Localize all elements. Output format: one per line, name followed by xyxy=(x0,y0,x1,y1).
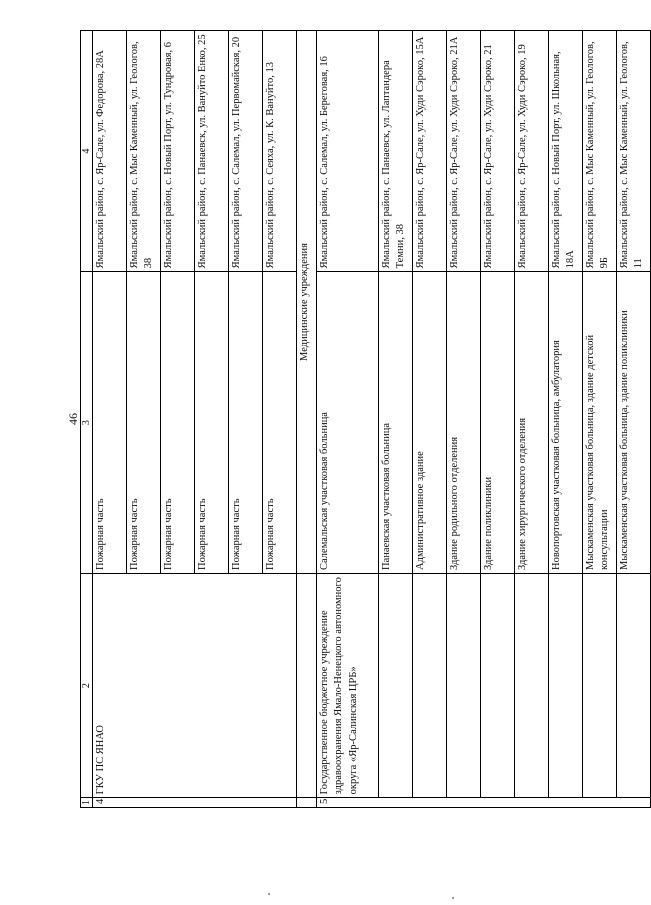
object-name: Пожарная часть xyxy=(229,272,263,574)
object-name: Здание поликлиники xyxy=(481,272,515,574)
object-name: Пожарная часть xyxy=(127,272,161,574)
object-address: Ямальский район, с. Панаевск, ул. Вануйто Енко, 25 xyxy=(195,31,229,272)
object-name: Мыскаменская участковая больница, здание поликлиники xyxy=(617,272,651,574)
section-row xyxy=(297,31,317,808)
table-row xyxy=(515,31,549,808)
column-number-1: 1 xyxy=(81,798,93,808)
object-name: Административное здание xyxy=(413,272,447,574)
object-name: Пожарная часть xyxy=(263,272,297,574)
rotated-page xyxy=(62,30,645,808)
org-name: Государственное бюджетное учреждение здравоохранения Ямало-Ненецкого автономного округа «Яр-Салинская ЦРБ» xyxy=(317,573,379,797)
table-row xyxy=(413,31,447,808)
column-number-row xyxy=(81,31,93,808)
org-name: ГКУ ПС ЯНАО xyxy=(93,573,297,797)
object-name: Панаевская участковая больница xyxy=(379,272,413,574)
object-address: Ямальский район, с. Панаевск, ул. Лаптандера Темни, 38 xyxy=(379,31,413,272)
table-row xyxy=(549,31,583,808)
column-number-4: 4 xyxy=(81,31,93,272)
object-name: Здание родильного отделения xyxy=(447,272,481,574)
object-address: Ямальский район, с. Яр-Сале, ул. Худи Сэроко, 19 xyxy=(515,31,549,272)
object-name: Здание хирургического отделения xyxy=(515,272,549,574)
object-address: Ямальский район, с. Мыс Каменный, ул. Геологов, 9Б xyxy=(583,31,617,272)
table-row xyxy=(617,31,651,808)
column-number-3: 3 xyxy=(81,272,93,574)
object-address: Ямальский район, с. Мыс Каменный, ул. Геологов, 11 xyxy=(617,31,651,272)
section-title: Медицинские учреждения xyxy=(297,31,317,574)
table-row xyxy=(481,31,515,808)
object-address: Ямальский район, с. Новый Порт, ул. Тундровая, 6 xyxy=(161,31,195,272)
object-address: Ямальский район, с. Яр-Сале, ул. Худи Сэроко, 21А xyxy=(447,31,481,272)
scan-speck xyxy=(452,897,454,899)
object-address: Ямальский район, с. Мыс Каменный, ул. Геологов, 38 xyxy=(127,31,161,272)
object-name: Новопортовская участковая больница, амбулатория xyxy=(549,272,583,574)
object-name: Пожарная часть xyxy=(161,272,195,574)
table-row xyxy=(317,31,379,808)
org-number: 5. xyxy=(317,798,651,808)
object-name: Пожарная часть xyxy=(93,272,127,574)
object-address: Ямальский район, с. Новый Порт, ул. Школьная, 18А xyxy=(549,31,583,272)
facilities-table xyxy=(80,30,651,808)
column-number-2: 2 xyxy=(81,573,93,797)
object-address: Ямальский район, с. Яр-Сале, ул. Худи Сэроко, 15А xyxy=(413,31,447,272)
scan-speck xyxy=(268,893,270,895)
page-number: 46 xyxy=(66,413,80,425)
object-address: Ямальский район, с. Яр-Сале, ул. Худи Сэроко, 21 xyxy=(481,31,515,272)
table-row xyxy=(447,31,481,808)
object-name: Мыскаменская участковая больница, здание детской консультации xyxy=(583,272,617,574)
table-row xyxy=(583,31,617,808)
table-row xyxy=(379,31,413,808)
object-address: Ямальский район, с. Сеяха, ул. К. Вануйто, 13 xyxy=(263,31,297,272)
org-number: 4. xyxy=(93,798,297,808)
table-row xyxy=(93,31,127,808)
object-address: Ямальский район, с. Салемал, ул. Первомайская, 20 xyxy=(229,31,263,272)
object-address: Ямальский район, с. Яр-Сале, ул. Федорова, 28А xyxy=(93,31,127,272)
object-name: Салемальская участковая больница xyxy=(317,272,379,574)
object-name: Пожарная часть xyxy=(195,272,229,574)
object-address: Ямальский район, с. Салемал, ул. Береговая, 16 xyxy=(317,31,379,272)
